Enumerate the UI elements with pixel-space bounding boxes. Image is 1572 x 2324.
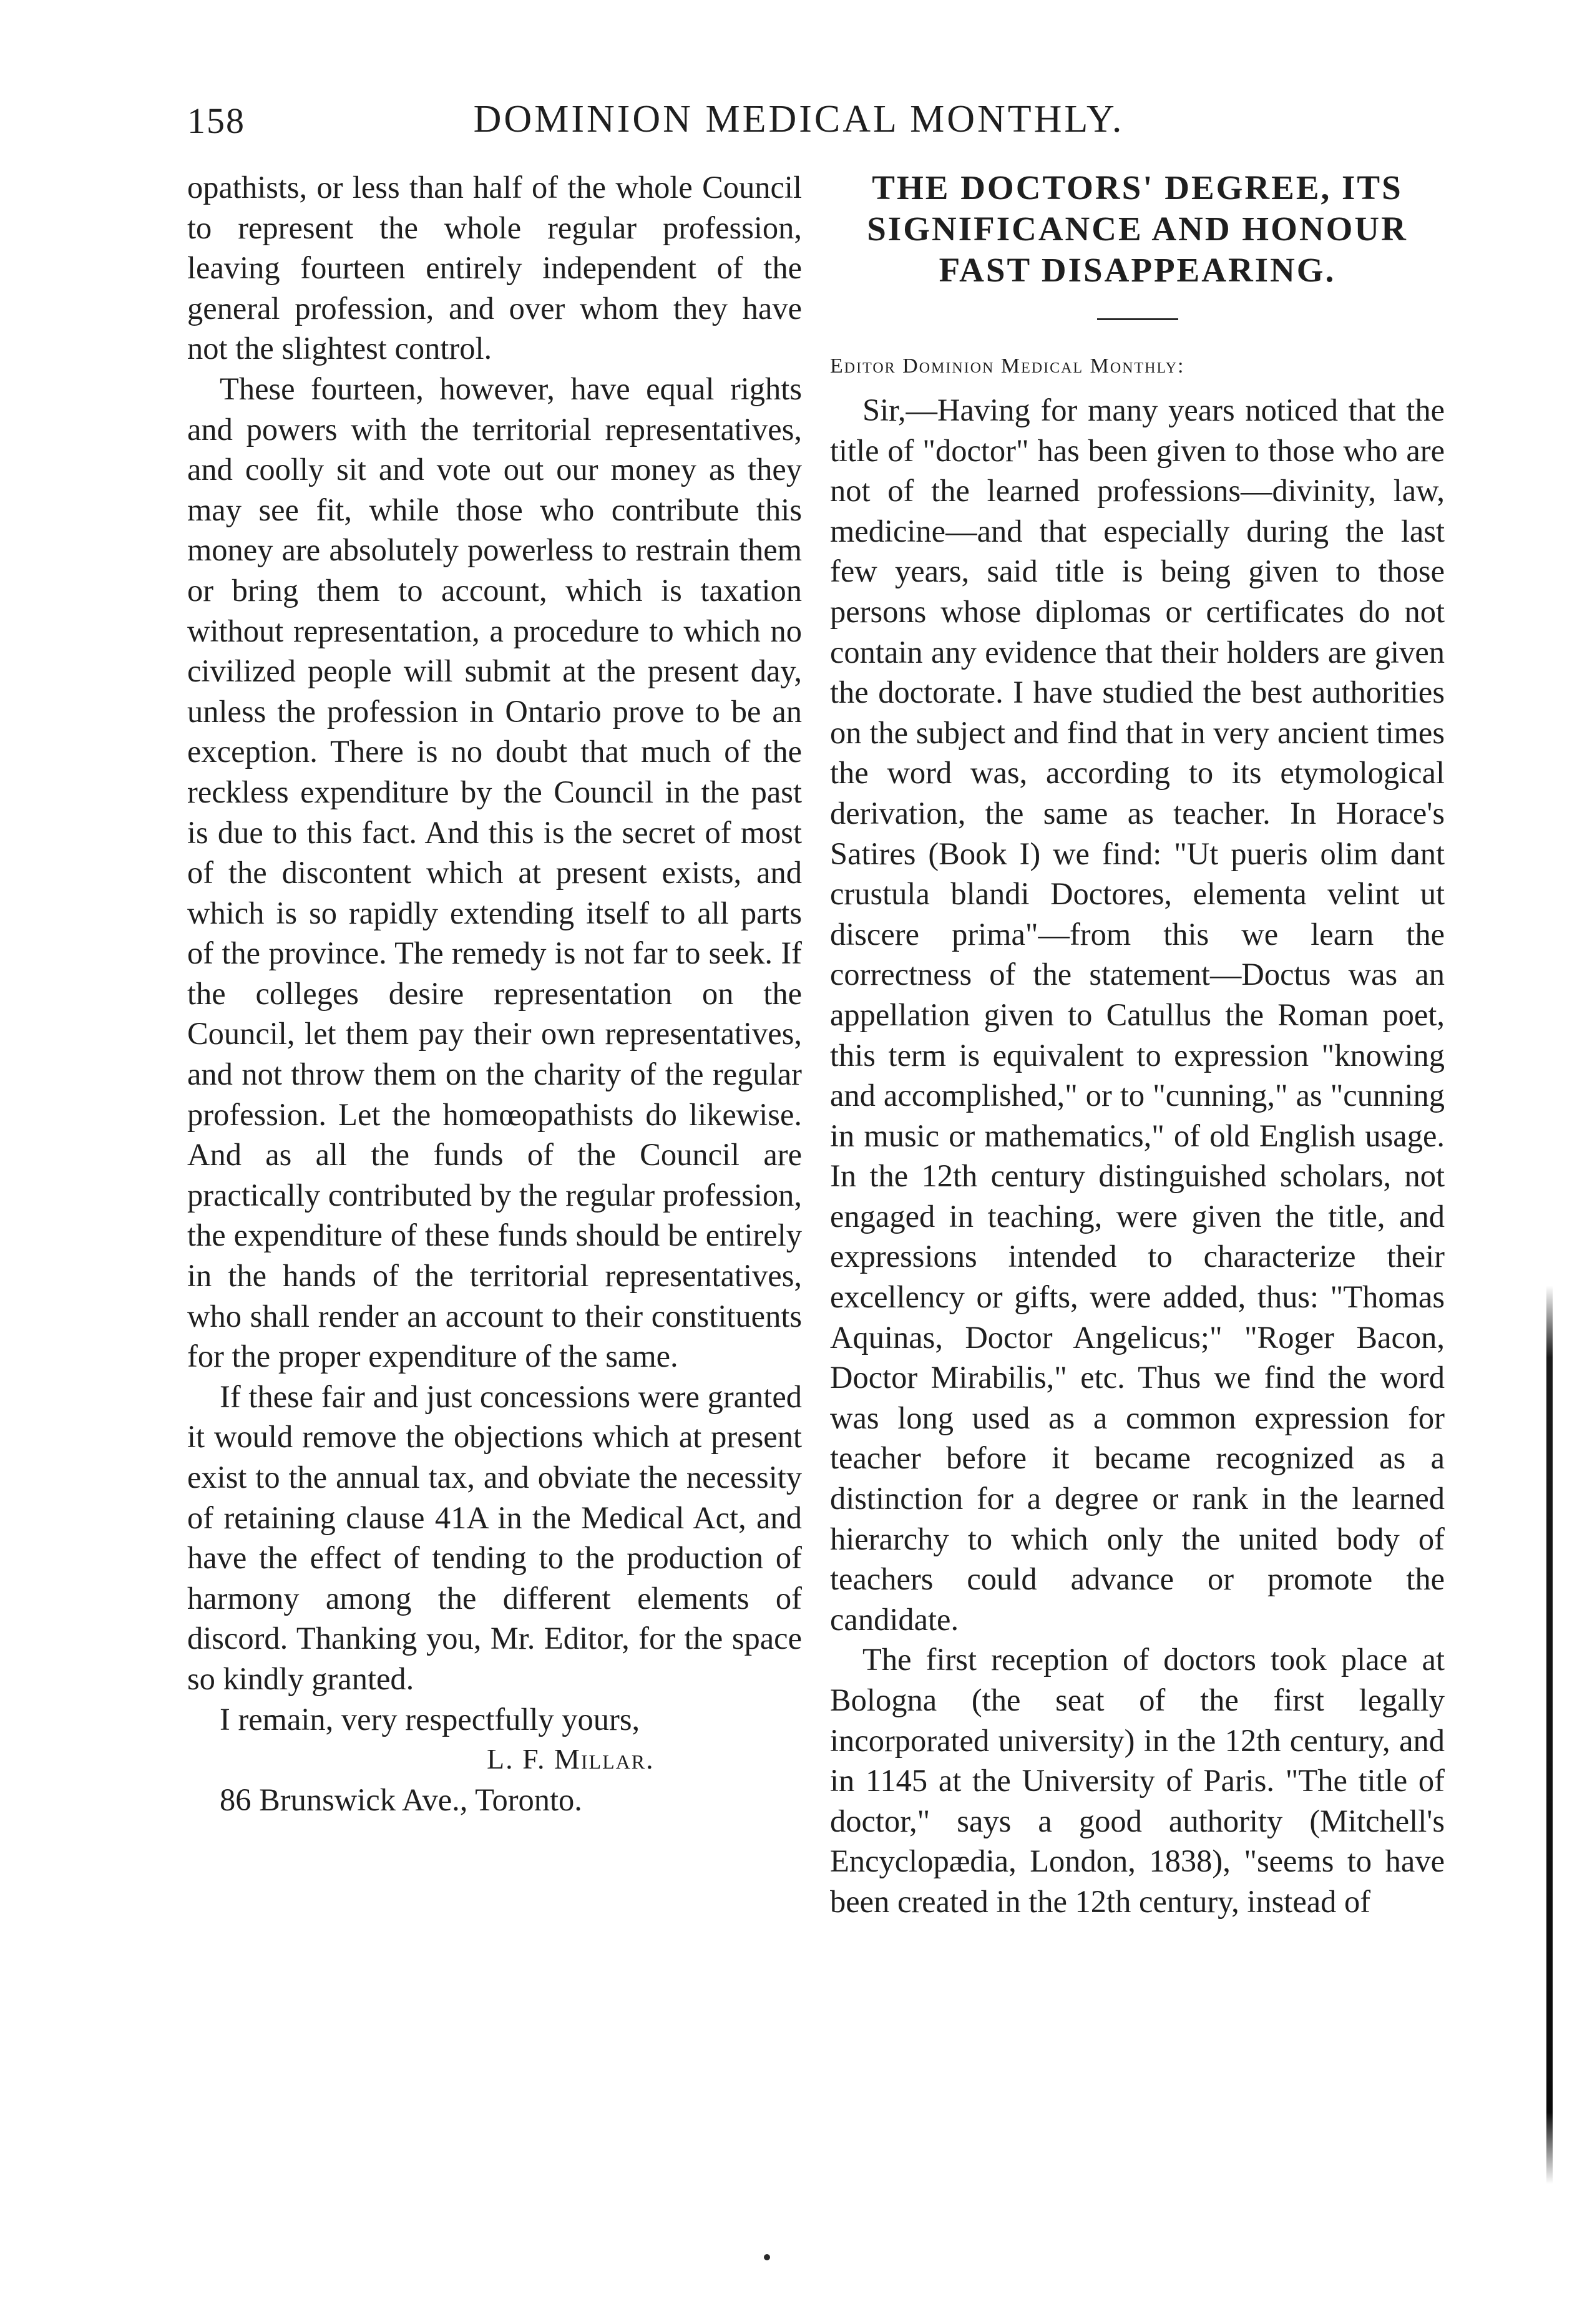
article-title: [830, 167, 1445, 291]
article-title-line: THE DOCTORS' DEGREE, ITS: [872, 168, 1403, 207]
running-title: DOMINION MEDICAL MONTHLY.: [473, 98, 1125, 140]
scan-speck: [764, 2254, 770, 2260]
article-title-line: FAST DISAPPEARING.: [939, 251, 1336, 289]
left-column: [187, 167, 802, 1820]
letter-signature: L. F. Millar.: [487, 1743, 655, 1775]
page-number: 158: [187, 100, 245, 141]
title-divider: [1097, 318, 1178, 320]
right-column: [830, 167, 1445, 1922]
letter-salutation: Editor Dominion Medical Monthly:: [830, 354, 1185, 378]
letter-paragraph: If these fair and just concessions were granted it would remove the objections which at present exist to the annual tax, and obviate the necessity of retaining clause 41A in the Medical Act, and have the effect of tending to the production of harmony among the different elements of discord. Thanking you, Mr. Editor, for the space so kindly granted.: [187, 1379, 802, 1696]
scan-edge-mark: [1546, 1286, 1553, 2184]
article-title-line: SIGNIFICANCE AND HONOUR: [867, 210, 1408, 248]
letter-paragraph-continued: opathists, or less than half of the whole Council to represent the whole regular profession, leaving fourteen entirely independent of the general profession, and over whom they have not the slightest control.: [187, 170, 802, 366]
letter-address: 86 Brunswick Ave., Toronto.: [220, 1782, 582, 1817]
article-paragraph: The first reception of doctors took place at Bologna (the seat of the first legally incorporated university) in the 12th century, and in 1145 at the University of Paris. "The title of doctor," says a good authority (Mitchell's Encyclopædia, London, 1838), "seems to have been created in the 12th century, instead of: [830, 1642, 1445, 1919]
page-header: [187, 92, 1410, 149]
article-paragraph: Sir,—Having for many years noticed that the title of "doctor" has been given to those who are not of the learned professions—divinity, law, medicine—and that especially during the last few years, said title is being given to those persons whose diplomas or certificates do not contain any evidence that their holders are given the doctorate. I have studied the best authorities on the subject and find that in very ancient times the word was, according to its etymological derivation, the same as teacher. In Horace's Satires (Book I) we find: "Ut pueris olim dant crustula blandi Doctores, elementa velint ut discere prima"—from this we learn the correctness of the statement—Doctus was an appellation given to Catullus the Roman poet, this term is equivalent to expression "knowing and accomplished," or to "cunning," as "cunning in music or mathematics," of old English usage. In the 12th century distinguished scholars, not engaged in teaching, were given the title, and expressions intended to characterize their excellency or gifts, were added, thus: "Thomas Aquinas, Doctor Angelicus;" "Roger Bacon, Doctor Mirabilis," etc. Thus we find the word was long used as a common expression for teacher before it became recognized as a distinction for a degree or rank in the learned hierarchy to which only the united body of teachers could advance or promote the candidate.: [830, 393, 1445, 1637]
letter-paragraph: These fourteen, however, have equal rights and powers with the territorial representatives, and coolly sit and vote out our money as they may see fit, while those who contribute this money are absolutely powerless to restrain them or bring them to account, which is taxation without representation, a procedure to which no civilized people will submit at the present day, unless the profession in Ontario prove to be an exception. There is no doubt that much of the reckless expenditure by the Council in the past is due to this fact. And this is the secret of most of the discontent which at present exists, and which is so rapidly extending itself to all parts of the province. The remedy is not far to seek. If the colleges desire representation on the Council, let them pay their own representatives, and not throw them on the charity of the regular profession. Let the homœopathists do likewise. And as all the funds of the Council are practically contributed by the regular profession, the expenditure of these funds should be entirely in the hands of the territorial representatives, who shall render an account to their constituents for the proper expenditure of the same.: [187, 371, 802, 1374]
letter-closing: I remain, very respectfully yours,: [220, 1701, 640, 1737]
